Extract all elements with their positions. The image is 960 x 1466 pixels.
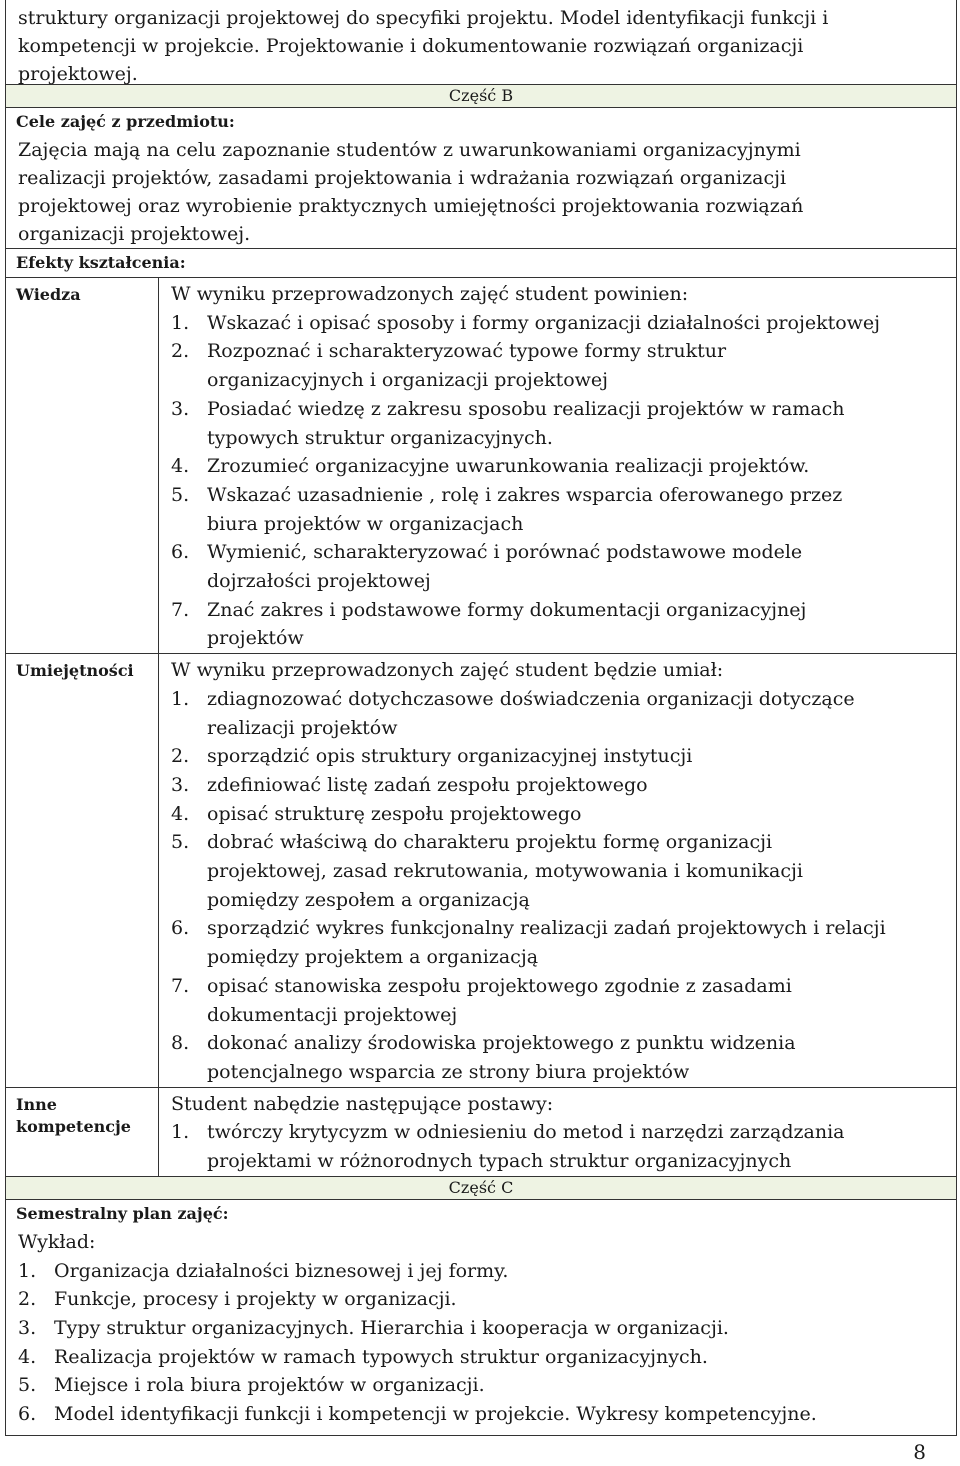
skills-item [171,828,948,914]
skills-item-line: dokonać analizy środowiska projektowego z punktu widzenia [207,1032,796,1055]
knowledge-item [171,309,948,338]
knowledge-item-number: 5. [171,483,190,506]
knowledge-item-line: Wymienić, scharakteryzować i porównać podstawowe modele [207,541,803,564]
knowledge-item [171,596,948,653]
part-b-header: Część B [6,84,956,108]
lecture-item [18,1400,946,1429]
knowledge-item-number: 4. [171,455,190,478]
knowledge-item [171,452,948,481]
competences-label-line: Inne [16,1094,57,1114]
skills-item [171,742,948,771]
knowledge-item-text [207,395,845,452]
skills-item-line: opisać stanowiska zespołu projektowego zgodnie z zasadami [207,974,792,997]
intro-paragraph [6,0,956,84]
skills-item-line: pomiędzy projektem a organizacją [207,946,539,969]
lecture-plan [6,1228,956,1435]
goals-paragraph [6,136,956,248]
competences-item [171,1118,948,1175]
knowledge-item [171,538,948,595]
outcomes-table [6,277,956,1176]
skills-item-number: 4. [171,802,190,825]
knowledge-item-line: Posiadać wiedzę z zakresu sposobu realizacji projektów w ramach [207,397,845,420]
knowledge-item-text [207,481,842,538]
lecture-label: Wykład: [18,1230,96,1253]
knowledge-item [171,337,948,394]
skills-item-line: projektowej, zasad rekrutowania, motywowania i komunikacji [207,860,803,883]
skills-intro: W wyniku przeprowadzonych zajęć student będzie umiał: [171,659,724,682]
skills-item-text [207,972,792,1029]
intro-line: projektowej. [18,63,138,85]
skills-item [171,914,948,971]
goals-line: projektowej oraz wyrobienie praktycznych umiejętności projektowania rozwiązań [18,195,804,217]
knowledge-item-text [207,309,880,338]
skills-item-number: 7. [171,974,190,997]
skills-item-text [207,800,581,829]
lecture-item-number: 3. [18,1316,37,1339]
knowledge-item-number: 1. [171,311,190,334]
knowledge-item-number: 2. [171,340,190,363]
skills-item-number: 5. [171,831,190,854]
skills-item [171,972,948,1029]
skills-item-text [207,685,855,742]
skills-item-text [207,771,648,800]
competences-intro: Student nabędzie następujące postawy: [171,1092,554,1115]
skills-item-line: zdefiniować listę zadań zespołu projektowego [207,773,648,796]
competences-item-text [207,1118,845,1175]
knowledge-item-text [207,337,726,394]
competences-item-line: projektami w różnorodnych typach struktur organizacyjnych [207,1150,792,1173]
skills-item-line: sporządzić opis struktury organizacyjnej instytucji [207,745,693,768]
skills-item [171,1029,948,1086]
skills-item [171,800,948,829]
knowledge-item-line: biura projektów w organizacjach [207,512,524,535]
page-number: 8 [913,1440,926,1464]
knowledge-item [171,395,948,452]
lecture-item [18,1343,946,1372]
skills-item-number: 2. [171,745,190,768]
knowledge-item [171,481,948,538]
knowledge-item-line: Rozpoznać i scharakteryzować typowe formy struktur [207,340,727,363]
lecture-item-text: Organizacja działalności biznesowej i jej formy. [54,1259,509,1282]
lecture-item-text: Realizacja projektów w ramach typowych struktur organizacyjnych. [54,1345,708,1368]
lecture-item [18,1285,946,1314]
competences-label-line: kompetencje [16,1116,131,1136]
lecture-item-text: Miejsce i rola biura projektów w organizacji. [54,1374,485,1397]
knowledge-item-text [207,452,809,481]
intro-line: kompetencji w projekcie. Projektowanie i dokumentowanie rozwiązań organizacji [18,35,804,57]
knowledge-item-line: dojrzałości projektowej [207,570,431,593]
skills-item-line: opisać strukturę zespołu projektowego [207,802,582,825]
goals-line: realizacji projektów, zasadami projektowania i wdrażania rozwiązań organizacji [18,167,787,189]
skills-item-text [207,742,692,771]
knowledge-intro: W wyniku przeprowadzonych zajęć student powinien: [171,283,689,305]
competences-content [159,1087,956,1176]
lecture-item-text: Model identyfikacji funkcji i kompetencji w projekcie. Wykresy kompetencyjne. [54,1403,817,1426]
lecture-list [18,1257,946,1429]
lecture-item [18,1257,946,1286]
skills-item [171,771,948,800]
skills-list [171,685,948,1087]
knowledge-item-text [207,538,802,595]
goals-line: Zajęcia mają na celu zapoznanie studentów z uwarunkowaniami organizacyjnymi [18,139,801,161]
knowledge-item-line: Wskazać i opisać sposoby i formy organizacji działalności projektowej [207,311,881,334]
knowledge-item-line: typowych struktur organizacyjnych. [207,426,553,449]
lecture-item-number: 2. [18,1288,37,1311]
lecture-item-number: 5. [18,1374,37,1397]
lecture-item-text: Typy struktur organizacyjnych. Hierarchia i kooperacja w organizacji. [54,1316,729,1339]
competences-list [171,1118,948,1175]
knowledge-item-line: organizacyjnych i organizacji projektowej [207,369,609,392]
knowledge-item-line: Zrozumieć organizacyjne uwarunkowania realizacji projektów. [207,455,810,478]
knowledge-label: Wiedza [6,278,159,653]
knowledge-item-line: Znać zakres i podstawowe formy dokumentacji organizacyjnej [207,598,807,621]
skills-item-line: dobrać właściwą do charakteru projektu formę organizacji [207,831,773,854]
part-c-header: Część C [6,1176,956,1200]
skills-item [171,685,948,742]
syllabus-document [5,0,957,1436]
lecture-item-number: 6. [18,1403,37,1426]
skills-item-line: realizacji projektów [207,716,398,739]
skills-item-text [207,914,886,971]
knowledge-item-line: projektów [207,627,304,650]
lecture-item [18,1371,946,1400]
competences-item-number: 1. [171,1121,190,1144]
lecture-item-text: Funkcje, procesy i projekty w organizacji. [54,1288,457,1311]
goals-label: Cele zajęć z przedmiotu: [16,112,235,131]
competences-item-line: twórczy krytycyzm w odniesieniu do metod i narzędzi zarządzania [207,1121,845,1144]
lecture-item-number: 1. [18,1259,37,1282]
skills-item-text [207,828,803,914]
skills-content [159,653,956,1087]
competences-label [6,1087,159,1176]
skills-item-line: dokumentacji projektowej [207,1003,458,1026]
knowledge-list [171,309,948,653]
skills-item-line: potencjalnego wsparcia ze strony biura projektów [207,1060,690,1083]
skills-item-number: 6. [171,917,190,940]
skills-item-number: 8. [171,1032,190,1055]
skills-item-line: zdiagnozować dotychczasowe doświadczenia organizacji dotyczące [207,687,855,710]
skills-item-line: pomiędzy zespołem a organizacją [207,888,530,911]
skills-label: Umiejętności [6,653,159,1087]
intro-line: struktury organizacji projektowej do specyfiki projektu. Model identyfikacji funkcji i [18,7,829,29]
knowledge-item-number: 6. [171,541,190,564]
knowledge-item-number: 3. [171,397,190,420]
knowledge-item-text [207,596,806,653]
knowledge-item-line: Wskazać uzasadnienie , rolę i zakres wsparcia oferowanego przez [207,483,843,506]
lecture-item-number: 4. [18,1345,37,1368]
skills-item-line: sporządzić wykres funkcjonalny realizacji zadań projektowych i relacji [207,917,886,940]
skills-item-number: 3. [171,773,190,796]
plan-label: Semestralny plan zajęć: [16,1203,229,1223]
skills-item-number: 1. [171,687,190,710]
lecture-item [18,1314,946,1343]
skills-item-text [207,1029,796,1086]
goals-line: organizacji projektowej. [18,223,251,245]
knowledge-content [159,278,956,653]
outcomes-label: Efekty kształcenia: [6,248,956,277]
knowledge-item-number: 7. [171,598,190,621]
